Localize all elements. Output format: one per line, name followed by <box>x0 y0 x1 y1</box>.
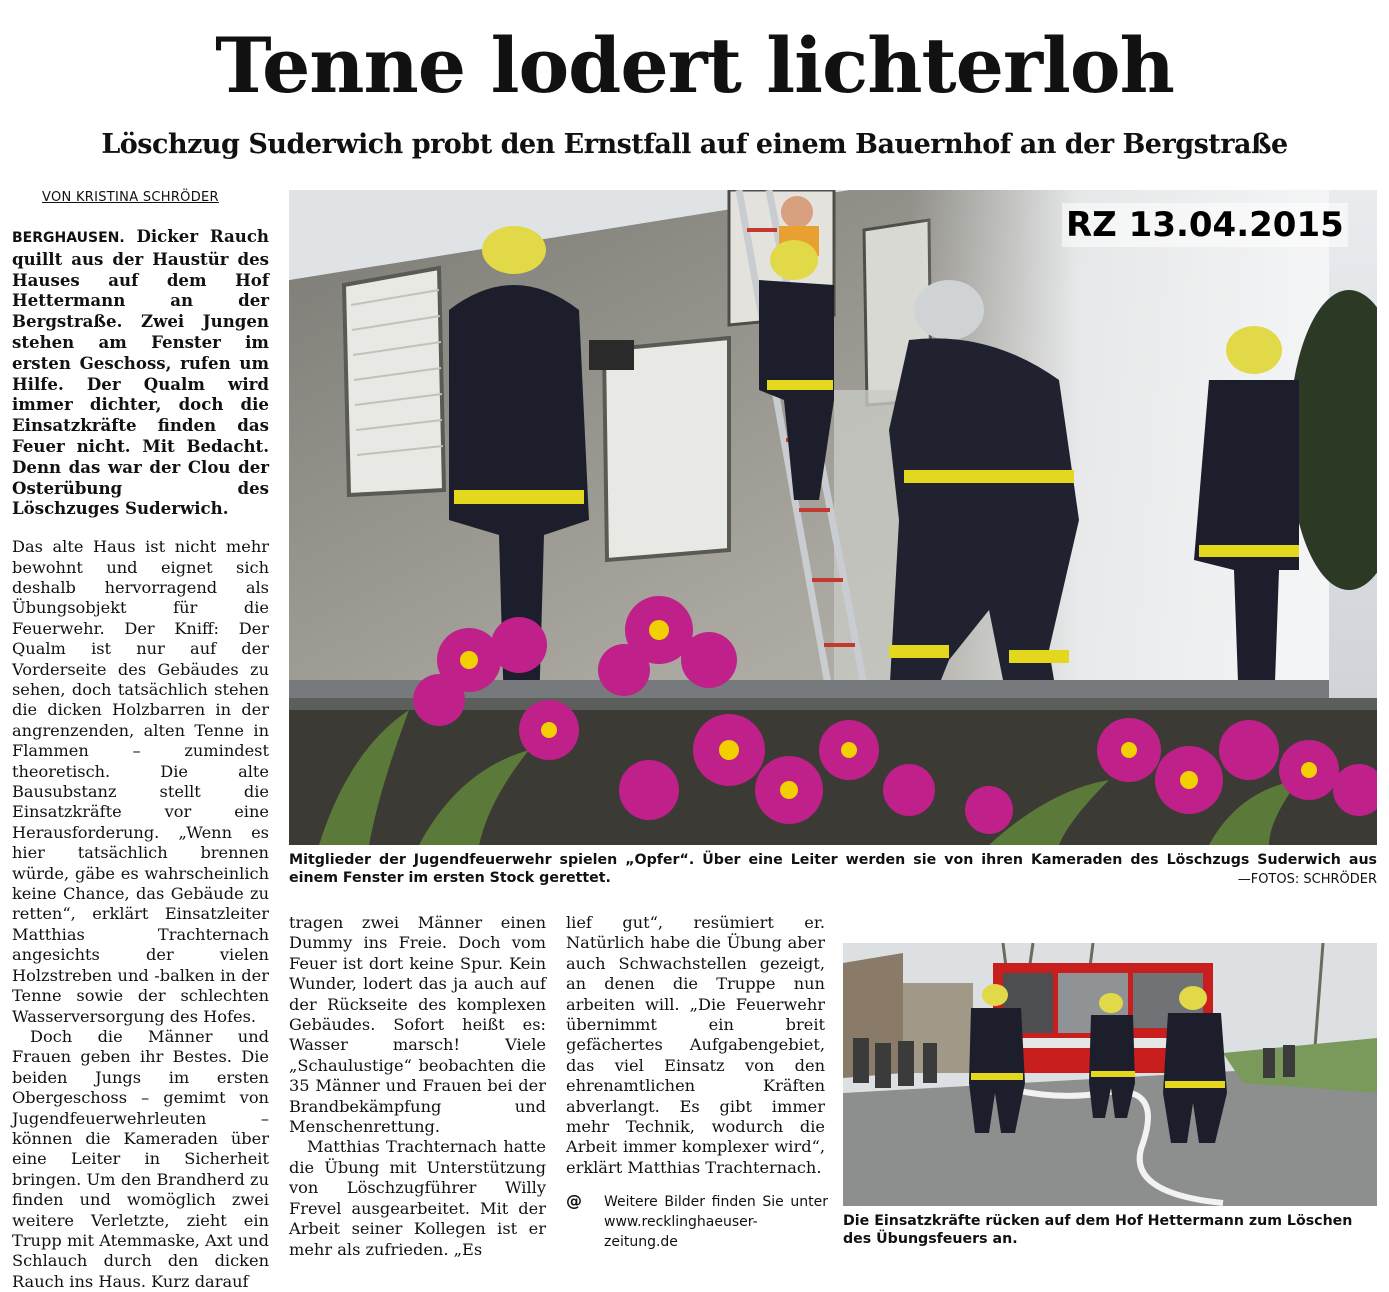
byline: VON KRISTINA SCHRÖDER <box>42 190 219 205</box>
body-paragraph: lief gut“, resümiert er. Natürlich habe die Übung aber auch Schwachstellen gezeigt, an denen die Truppe nun arbeiten will. „Die Feuerwehr übernimmt ein breit gefächertes Aufgabengebiet, das viel Einsatz von den ehrenamtlichen Kräften abverlangt. Es gibt immer mehr Technik, wodurch die Arbeit immer komplexer wird“, erklärt Matthias Trachternach. <box>566 913 825 1177</box>
body-paragraph: tragen zwei Männer einen Dummy ins Freie. Doch vom Feuer ist dort keine Spur. Kein Wunder, lodert das ja auch auf der Rückseite des komplexen Gebäudes. Sofort heißt es: Wasser marsch! Viele „Schaulustige“ beobachten die 35 Männer und Frauen bei der Brandbekämpfung und Menschenrettung. <box>289 913 546 1137</box>
web-reference-note <box>566 1192 828 1252</box>
subheadline: Löschzug Suderwich probt den Ernstfall auf einem Bauernhof an der Bergstraße <box>101 129 1288 160</box>
main-photo-caption: Mitglieder der Jugendfeuerwehr spielen „Opfer“. Über eine Leiter werden sie von ihren Kameraden des Löschzugs Suderwich aus einem Fenster im ersten Stock gerettet. <box>289 852 1377 886</box>
article-column-2 <box>289 913 546 1260</box>
article-column-1 <box>12 226 269 1292</box>
date-stamp: RZ 13.04.2015 <box>1062 203 1348 247</box>
secondary-photo <box>843 943 1377 1206</box>
body-paragraph: Matthias Trachternach hatte die Übung mit Unterstützung von Löschzugführer Willy Frevel ausgearbeitet. Mit der Arbeit seiner Kollegen ist er mehr als zufrieden. „Es <box>289 1137 546 1259</box>
article-column-3 <box>566 913 825 1178</box>
body-paragraph: Doch die Männer und Frauen geben ihr Bestes. Die beiden Jungs im ersten Obergeschoss – gemimt von Jugendfeuerwehrleuten – können die Kameraden über eine Leiter in Sicherheit bringen. Um den Brandherd zu finden und womöglich zwei weitere Verletzte, zieht ein Trupp mit Atemmaske, Axt und Schlauch durch den dicken Rauch ins Haus. Kurz darauf <box>12 1026 269 1291</box>
dateline: BERGHAUSEN. <box>12 230 125 246</box>
photo-credit: —FOTOS: SCHRÖDER <box>1237 872 1377 887</box>
body-paragraph: Das alte Haus ist nicht mehr bewohnt und eignet sich deshalb hervorragend als Übungsobjekt für die Feuerwehr. Der Kniff: Der Qualm ist nur auf der Vorderseite des Gebäudes zu sehen, doch tatsächlich stehen die dicken Holzbarren in der angrenzenden, alten Tenne in Flammen – zumindest theoretisch. Die alte Bausubstanz stellt die Einsatzkräfte vor eine Herausforderung. „Wenn es hier tatsächlich brennen würde, gäbe es wahrscheinlich keine Chance, das Gebäude zu retten“, erklärt Einsatzleiter Matthias Trachternach angesichts der vielen Holzstreben und -balken in der Tenne sowie der schlechten Wasserversorgung des Hofes. <box>12 537 269 1026</box>
headline: Tenne lodert lichterloh <box>215 21 1174 110</box>
firefighters-advancing-image <box>843 943 1377 1206</box>
firefighters-ladder-rescue-image <box>289 190 1377 845</box>
main-photo <box>289 190 1377 845</box>
lead-paragraph <box>12 226 269 519</box>
lead-text: Dicker Rauch quillt aus der Haustür des Hauses auf dem Hof Hettermann an der Bergstraße. Zwei Jungen stehen am Fenster im ersten Geschoss, rufen um Hilfe. Der Qualm wird immer dichter, doch die Einsatzkräfte finden das Feuer nicht. Mit Bedacht. Denn das war der Clou der Osterübung des Löschzuges Suderwich. <box>12 226 269 519</box>
web-reference-text: Weitere Bilder finden Sie unter www.recklinghaeuser-zeitung.de <box>604 1194 828 1250</box>
at-icon: @ <box>566 1191 582 1210</box>
secondary-photo-caption: Die Einsatzkräfte rücken auf dem Hof Hettermann zum Löschen des Übungsfeuers an. <box>843 1213 1353 1247</box>
